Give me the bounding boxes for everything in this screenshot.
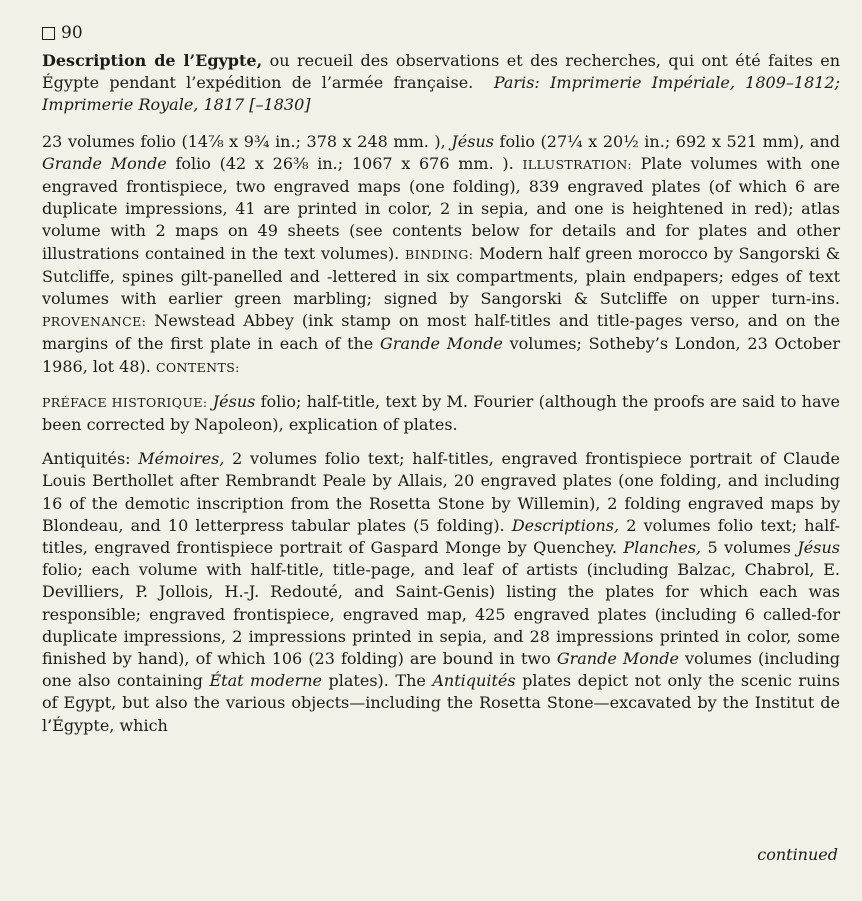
italic-run: Grande Monde xyxy=(42,153,167,173)
title-block xyxy=(42,50,840,117)
section-label-preface: PRÉFACE HISTORIQUE: xyxy=(42,394,208,410)
italic-run: Jésus xyxy=(797,538,840,558)
section-label-contents: CONTENTS: xyxy=(155,359,240,375)
section-label-illustration: ILLUSTRATION: xyxy=(522,156,632,172)
text-run: Plate volumes with one engraved frontispiece, two engraved maps (one folding), 839 engraved plates (of which 6 are duplicate impressions, 41 are printed in color, 2 in sepia, and one is heightened in red); atlas volume with 2 maps on 49 sheets (see contents below for details and for plates and other illustrations contained in the text volumes). xyxy=(42,153,841,263)
antiquites-paragraph xyxy=(42,448,840,737)
text-run: plates depict not only the scenic ruins of Egypt, but also the various objects—including the Rosetta Stone—excavated by the Institut de l’Égypte, which xyxy=(42,671,841,735)
text-run: folio (27¼ x 20½ in.; 692 x 521 mm), and xyxy=(493,131,840,151)
section-label-binding: BINDING: xyxy=(405,246,474,262)
lot-number: 90 xyxy=(61,23,83,43)
text-run: volumes (including one also containing xyxy=(42,649,840,691)
section-label-provenance: PROVENANCE: xyxy=(42,314,147,330)
italic-run: État moderne xyxy=(209,671,322,691)
text-run: 2 volumes folio text; half-titles, engraved frontispiece portrait of Claude Louis Berthollet after Rembrandt Peale by Allais, 20 engraved plates (one folding, and including 16 of the demotic inscription from the Rosetta Stone by Willemin), 2 folding engraved maps by Blondeau, and 10 letterpress tabular plates (5 folding). xyxy=(42,449,841,535)
italic-run: Grande Monde xyxy=(556,649,679,669)
imprint: Paris: Imprimerie Impériale, 1809–1812; Imprimerie Royale, 1817 [–1830] xyxy=(42,73,841,115)
italic-run: Planches, xyxy=(623,538,702,558)
continued-label: continued xyxy=(757,845,838,864)
book-title: Description de l’Egypte, xyxy=(42,51,263,70)
text-run: Newstead Abbey (ink stamp on most half-titles and title-pages verso, and on the margins of the first plate in each of the xyxy=(42,311,840,354)
text-run: plates). The xyxy=(322,671,433,691)
italic-run: Jésus xyxy=(212,391,256,411)
text-run: folio; each volume with half-title, title-page, and leaf of artists (including Balzac, Chabrol, E. Devilliers, P. Jollois, H.-J. Redouté, and Saint-Genis) listing the plates for which each was responsible; engraved frontispiece, engraved map, 425 engraved plates (including 6 called-for duplicate impressions, 2 impressions printed in sepia, and 28 impressions printed in color, some finished by hand), of which 106 (23 folding) are bound in two xyxy=(42,560,840,669)
text-run: folio; half-title, text by M. Fourier (although the proofs are said to have been corrected by Napoleon), explication of plates. xyxy=(42,391,841,435)
book-subtitle: ou recueil des observations et des recherches, qui ont été faites en Égypte pendant l’expédition de l’armée française. xyxy=(42,51,840,93)
text-run: Antiquités: xyxy=(42,449,139,469)
text-run: 23 volumes folio (14⅞ x 9¾ in.; 378 x 248 mm. ), xyxy=(42,131,452,151)
text-run: folio (42 x 26⅜ in.; 1067 x 676 mm. ). xyxy=(166,153,523,173)
italic-run: Mémoires, xyxy=(138,449,225,469)
text-run: volumes; Sotheby’s London, 23 October 1986, lot 48). xyxy=(42,334,840,376)
text-run: 5 volumes xyxy=(701,538,798,558)
italic-run: Descriptions, xyxy=(511,515,620,535)
italic-run: Antiquités xyxy=(432,671,516,691)
preface-paragraph xyxy=(42,391,840,436)
text-run: Modern half green morocco by Sangorski & Sutcliffe, spines gilt-panelled and -lettered in six compartments, plain endpapers; edges of text volumes with earlier green marbling; signed by Sangorski & Sutcliffe on upper turn-ins. xyxy=(42,243,840,309)
text-run: 2 volumes folio text; half-titles, engraved frontispiece portrait of Gaspard Monge by Quenchey. xyxy=(42,515,840,558)
italic-run: Jésus xyxy=(451,131,494,151)
checkbox-square-icon xyxy=(42,27,55,40)
italic-run: Grande Monde xyxy=(380,334,503,354)
lot-header xyxy=(42,22,840,44)
collation-paragraph xyxy=(42,131,840,379)
